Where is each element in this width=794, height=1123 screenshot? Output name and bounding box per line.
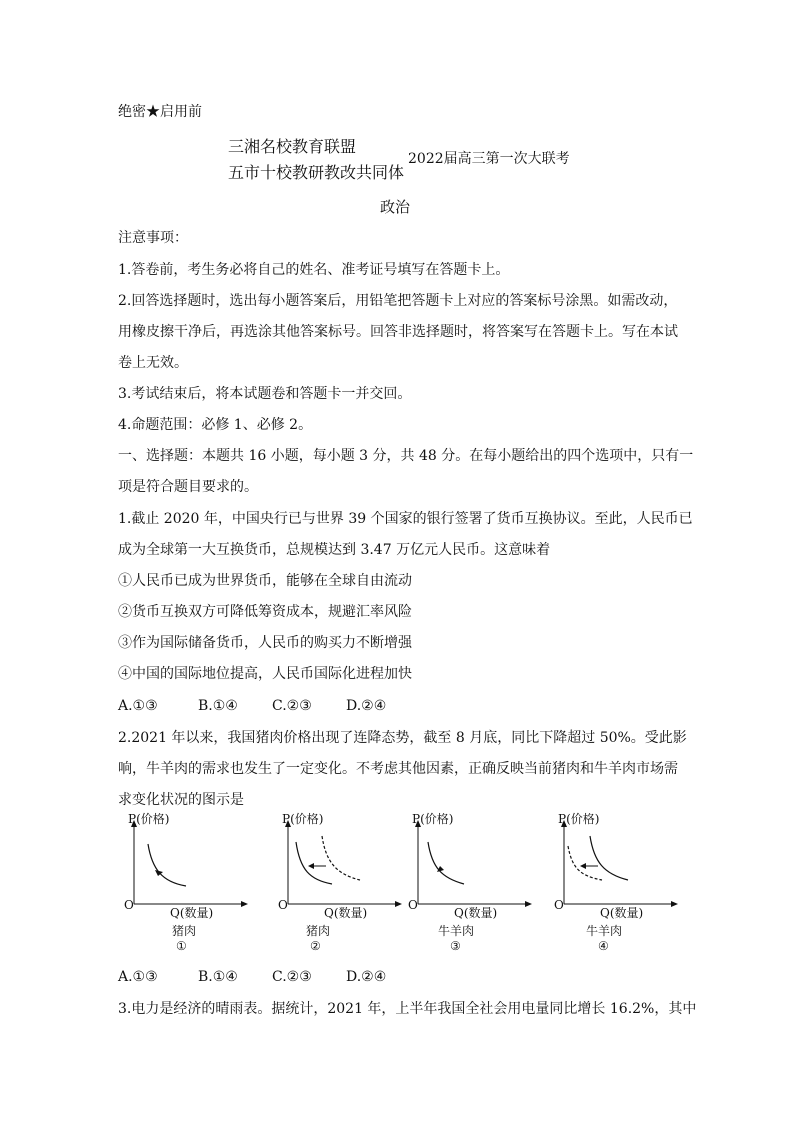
arrow-left-icon (580, 863, 586, 869)
notice-item: 卷上无效。 (118, 355, 188, 371)
x-axis-label: Q(数量) (170, 906, 214, 920)
x-axis-label: Q(数量) (600, 906, 644, 920)
q1-statement: ④中国的国际地位提高，人民币国际化进程加快 (118, 666, 412, 682)
graph-item: 牛羊肉 (438, 924, 475, 938)
q1-option-c: C.②③ (272, 698, 312, 714)
graph-index: ④ (598, 939, 609, 953)
q2-stem-cont: 求变化状况的图示是 (118, 792, 244, 808)
notice-item: 1.答卷前，考生务必将自己的姓名、准考证号填写在答题卡上。 (118, 262, 510, 278)
q2-option-b: B.①④ (198, 969, 238, 985)
y-axis-label: P(价格) (282, 812, 324, 826)
notice-item: 2.回答选择题时，选出每小题答案后，用铅笔把答题卡上对应的答案标号涂黑。如需改动， (118, 293, 678, 309)
demand-graph-4 (544, 814, 734, 959)
section-heading-cont: 项是符合题目要求的。 (118, 479, 258, 495)
y-axis-label: P(价格) (128, 812, 170, 826)
graph-item: 猪肉 (306, 924, 331, 938)
graph-3-plot (398, 814, 538, 914)
y-axis-label: P(价格) (558, 812, 600, 826)
section-heading: 一、选择题：本题共 16 小题，每小题 3 分，共 48 分。在每小题给出的四个选项中，只有一 (118, 448, 694, 464)
demand-curve-old (322, 836, 360, 880)
x-axis-label: Q(数量) (454, 906, 498, 920)
q1-option-a: A.①③ (118, 698, 158, 714)
q1-statement: ②货币互换双方可降低筹资成本，规避汇率风险 (118, 604, 412, 620)
q2-option-c: C.②③ (272, 969, 312, 985)
subject-title: 政治 (380, 198, 411, 216)
q1-option-d: D.②④ (346, 698, 387, 714)
q1-statement: ③作为国际储备货币，人民币的购买力不断增强 (118, 635, 412, 651)
q1-statement: ①人民币已成为世界货币，能够在全球自由流动 (118, 573, 412, 589)
q1-stem: 1.截止 2020 年，中国央行已与世界 39 个国家的银行签署了货币互换协议。至此，人民币已 (118, 511, 693, 527)
q2-option-d: D.②④ (346, 969, 387, 985)
q1-option-b: B.①④ (198, 698, 238, 714)
q3-stem: 3.电力是经济的晴雨表。据统计，2021 年，上半年我国全社会用电量同比增长 16.2%，其中 (118, 1001, 697, 1017)
origin-label: O (124, 898, 134, 912)
demand-curve (428, 842, 464, 884)
demand-curve-new (590, 836, 628, 880)
q1-stem-cont: 成为全球第一大互换货币，总规模达到 3.47 万亿元人民币。这意味着 (118, 542, 551, 558)
notice-item: 用橡皮擦干净后，再选涂其他答案标号。回答非选择题时，将答案写在答题卡上。写在本试 (118, 324, 678, 340)
x-axis-label: Q(数量) (324, 906, 368, 920)
graph-item: 牛羊肉 (586, 924, 623, 938)
origin-label: O (278, 898, 288, 912)
q1-options (118, 697, 386, 715)
q2-stem: 2.2021 年以来，我国猪肉价格出现了连降态势，截至 8 月底，同比下降超过 50%。受此影 (118, 730, 687, 746)
arrow-left-icon (308, 863, 314, 869)
org-line-2: 五市十校教研教改共同体 (228, 163, 405, 182)
origin-label: O (408, 898, 418, 912)
q2-stem-cont: 响，牛羊肉的需求也发生了一定变化。不考虑其他因素，正确反映当前猪肉和牛羊肉市场需 (118, 761, 678, 777)
notice-item: 4.命题范围：必修 1、必修 2。 (118, 417, 313, 433)
origin-label: O (554, 898, 564, 912)
graph-index: ② (310, 939, 321, 953)
notice-title: 注意事项： (118, 230, 188, 246)
graph-1-plot (114, 814, 254, 914)
secret-label: 绝密★启用前 (118, 104, 202, 120)
q2-option-a: A.①③ (118, 969, 158, 985)
graph-index: ① (176, 939, 187, 953)
demand-curve (148, 844, 186, 886)
graph-4-plot (544, 814, 684, 914)
graph-index: ③ (450, 939, 461, 953)
y-axis-label: P(价格) (412, 812, 454, 826)
org-line-1: 三湘名校教育联盟 (228, 137, 357, 156)
q2-options (118, 968, 386, 986)
notice-item: 3.考试结束后，将本试题卷和答题卡一并交回。 (118, 386, 412, 402)
graph-2-plot (268, 814, 408, 914)
demand-curve-old (568, 846, 602, 880)
exam-name: 2022届高三第一次大联考 (408, 151, 570, 167)
graph-item: 猪肉 (172, 924, 197, 938)
